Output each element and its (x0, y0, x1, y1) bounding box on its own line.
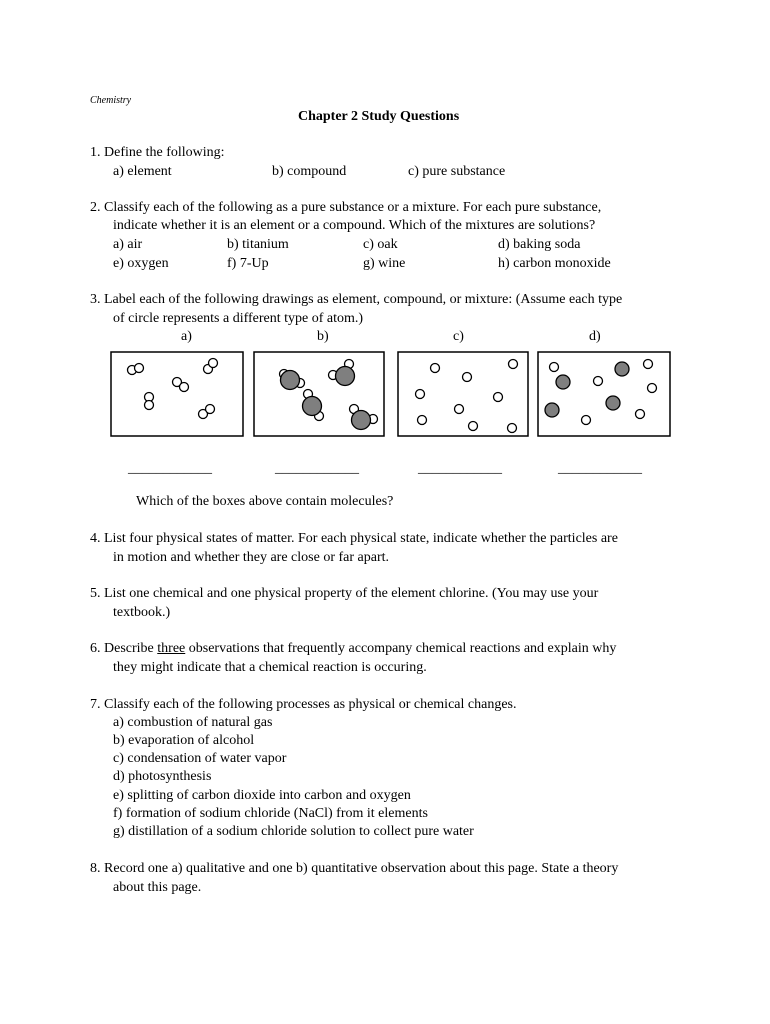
page-title: Chapter 2 Study Questions (298, 109, 460, 124)
atom (556, 375, 570, 389)
question-1-stem: 1. Define the following: (90, 145, 225, 160)
atom (644, 360, 653, 369)
subject-label: Chemistry (90, 95, 132, 106)
answer-blank-c[interactable]: ____________ (418, 461, 502, 476)
answer-blank-d[interactable]: ____________ (558, 461, 642, 476)
atom (469, 422, 478, 431)
box-a-frame (111, 352, 243, 436)
question-3-line: 3. Label each of the following drawings as element, compound, or mixture: (Assume each type (90, 292, 623, 307)
question-2-option: f) 7-Up (227, 256, 269, 271)
box-a (111, 352, 243, 436)
question-7-item: a) combustion of natural gas (113, 715, 273, 730)
atom (494, 393, 503, 402)
box-d (538, 352, 670, 436)
question-8-line: about this page. (113, 880, 202, 895)
question-7-item: d) photosynthesis (113, 769, 212, 784)
box-b (254, 352, 384, 436)
atom (135, 364, 144, 373)
atom (463, 373, 472, 382)
answer-blank-a[interactable]: ____________ (128, 461, 212, 476)
question-5-line: 5. List one chemical and one physical property of the element chlorine. (You may use your (90, 586, 599, 601)
box-label-a: a) (181, 329, 192, 344)
question-6-line (90, 641, 616, 657)
box-label-c: c) (453, 329, 464, 344)
question-6-emphasis: three (157, 641, 186, 656)
atom (648, 384, 657, 393)
box-label-d: d) (589, 329, 601, 344)
atom (303, 397, 322, 416)
question-2-option: c) oak (363, 237, 398, 252)
atom (508, 424, 517, 433)
question-2-option: h) carbon monoxide (498, 256, 611, 271)
question-1-option: a) element (113, 164, 172, 179)
question-8-line: 8. Record one a) qualitative and one b) quantitative observation about this page. State a theory (90, 861, 619, 876)
atom (545, 403, 559, 417)
question-2-option: e) oxygen (113, 256, 169, 271)
question-3-followup: Which of the boxes above contain molecules? (136, 494, 394, 509)
question-6-prefix: 6. Describe (90, 641, 158, 656)
atom (636, 410, 645, 419)
atom (594, 377, 603, 386)
question-7-stem: 7. Classify each of the following processes as physical or chemical changes. (90, 697, 517, 712)
question-7-item: c) condensation of water vapor (113, 751, 287, 766)
answer-blank-b[interactable]: ____________ (275, 461, 359, 476)
question-2-line: indicate whether it is an element or a compound. Which of the mixtures are solutions? (113, 218, 596, 233)
question-2-option: d) baking soda (498, 237, 581, 252)
atom (550, 363, 559, 372)
atom (180, 383, 189, 392)
atom (431, 364, 440, 373)
atom (582, 416, 591, 425)
question-7-item: b) evaporation of alcohol (113, 733, 255, 748)
atom (145, 401, 154, 410)
atom (418, 416, 427, 425)
question-7-item: e) splitting of carbon dioxide into carbon and oxygen (113, 788, 411, 803)
question-4-line: 4. List four physical states of matter. For each physical state, indicate whether the particles are (90, 531, 618, 546)
question-2-option: a) air (113, 237, 143, 252)
question-2-option: g) wine (363, 256, 406, 271)
atom (352, 411, 371, 430)
question-7-item: f) formation of sodium chloride (NaCl) from it elements (113, 806, 428, 821)
question-1-option: b) compound (272, 164, 347, 179)
question-7-item: g) distillation of a sodium chloride solution to collect pure water (113, 824, 474, 839)
question-6-line: they might indicate that a chemical reaction is occuring. (113, 660, 427, 675)
question-3-line: of circle represents a different type of atom.) (113, 311, 364, 326)
question-5-line: textbook.) (113, 605, 171, 620)
atom (455, 405, 464, 414)
box-label-b: b) (317, 329, 329, 344)
question-2-line: 2. Classify each of the following as a pure substance or a mixture. For each pure substance, (90, 200, 602, 215)
box-c (398, 352, 528, 436)
question-4-line: in motion and whether they are close or far apart. (113, 550, 390, 565)
atom (416, 390, 425, 399)
question-1-option: c) pure substance (408, 164, 506, 179)
question-6-suffix: observations that frequently accompany chemical reactions and explain why (185, 641, 617, 656)
atom (209, 359, 218, 368)
atom (206, 405, 215, 414)
question-2-option: b) titanium (227, 237, 289, 252)
atom (509, 360, 518, 369)
atom (606, 396, 620, 410)
atom (615, 362, 629, 376)
atom (281, 371, 300, 390)
atom (336, 367, 355, 386)
